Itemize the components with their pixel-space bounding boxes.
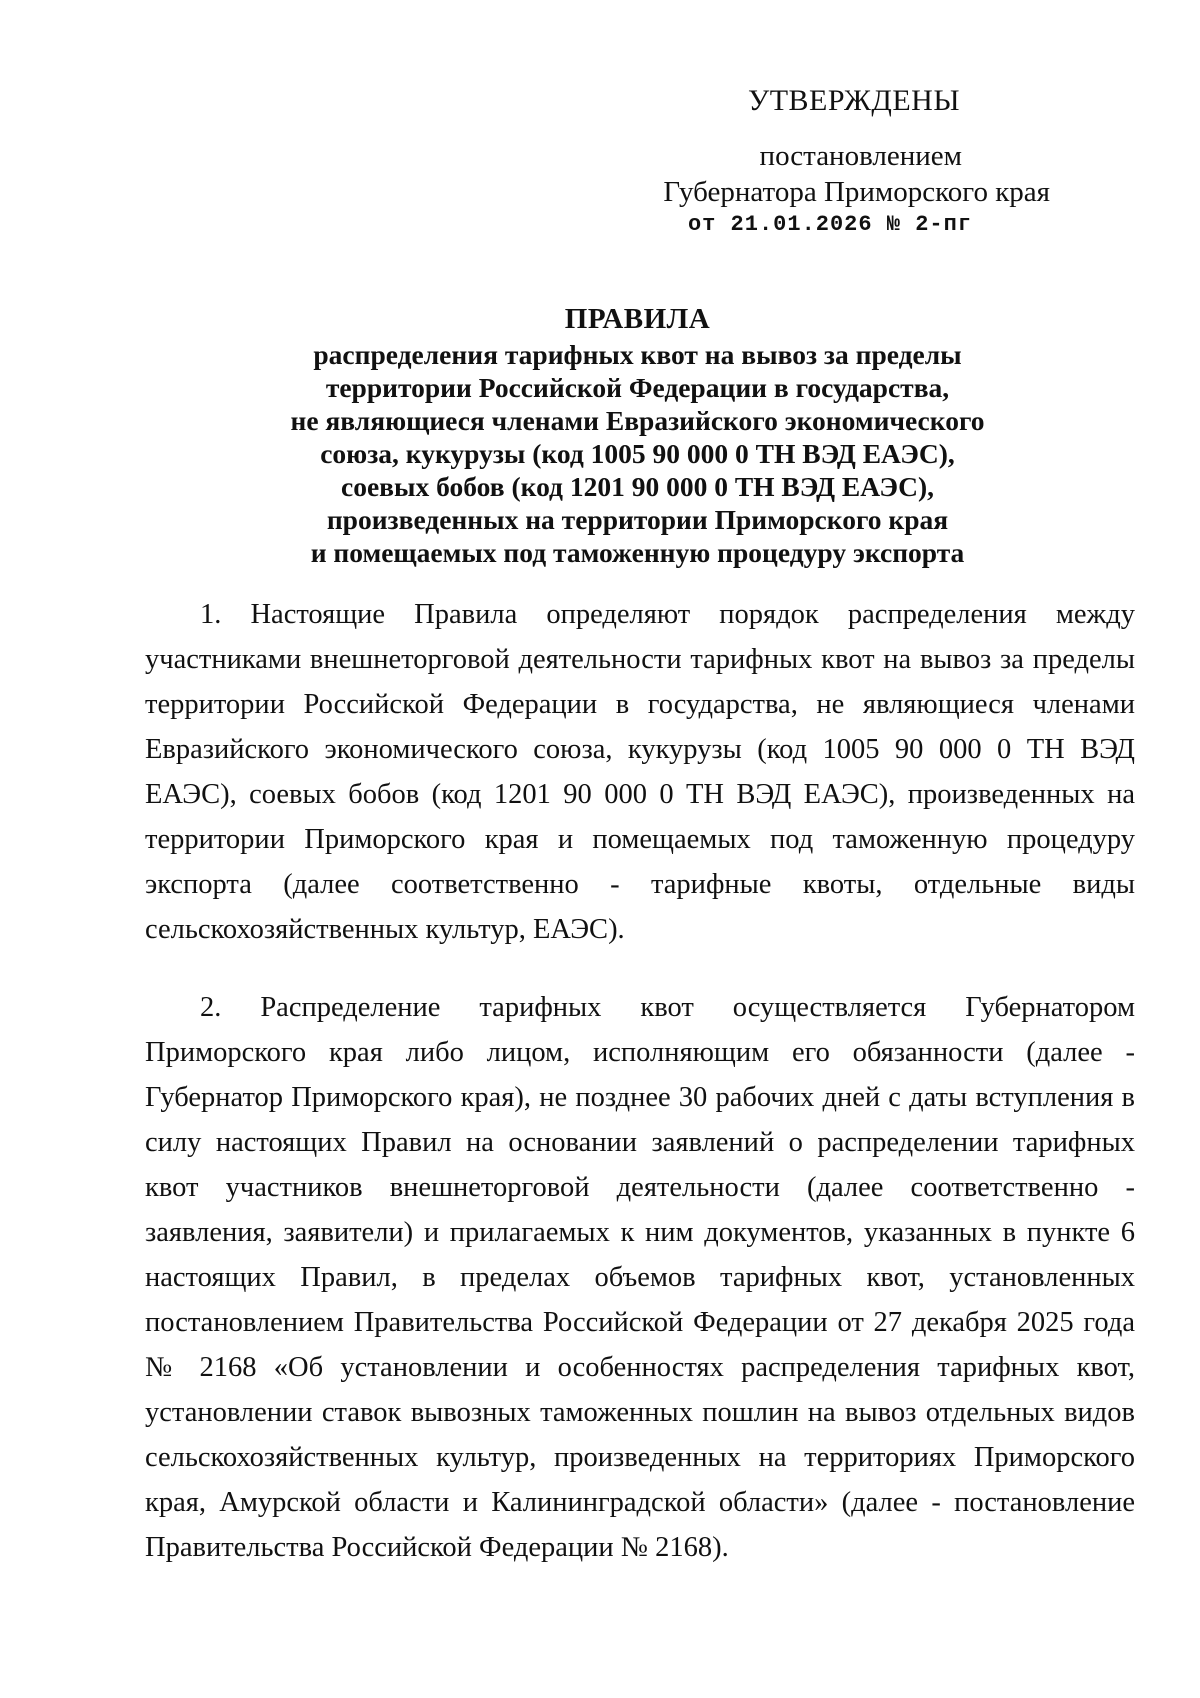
document-subtitle-line: произведенных на территории Приморского края xyxy=(326,504,949,535)
document-title: ПРАВИЛА xyxy=(564,303,711,335)
approval-line-date-number: от 21.01.2026 № 2-пг xyxy=(687,212,972,237)
document-subtitle-line: соевых бобов (код 1201 90 000 0 ТН ВЭД ЕАЭС), xyxy=(341,471,934,502)
document-subtitle-line: союза, кукурузы (код 1005 90 000 0 ТН ВЭД ЕАЭС), xyxy=(320,438,955,469)
document-heading xyxy=(0,300,1200,569)
paragraph-1: 1. Настоящие Правила определяют порядок распределения между участниками внешнеторговой деятельности тарифных квот на вывоз за пределы территории Российской Федерации в государства, не являющиеся членами Евразийского экономического союза, кукурузы (код 1005 90 000 0 ТН ВЭД ЕАЭС), соевых бобов (код 1201 90 000 0 ТН ВЭД ЕАЭС), произведенных на территории Приморского края и помещаемых под таможенную процедуру экспорта (далее соответственно - тарифные квоты, отдельные виды сельскохозяйственных культур, ЕАЭС). xyxy=(145,599,1135,945)
document-subtitle-line: распределения тарифных квот на вывоз за пределы xyxy=(313,339,962,370)
paragraph-2: 2. Распределение тарифных квот осуществляется Губернатором Приморского края либо лицом, исполняющим его обязанности (далее - Губернатор Приморского края), не позднее 30 рабочих дней с даты вступления в силу настоящих Правил на основании заявлений о распределении тарифных квот участников внешнеторговой деятельности (далее соответственно - заявления, заявители) и прилагаемых к ним документов, указанных в пункте 6 настоящих Правил, в пределах объемов тарифных квот, установленных постановлением Правительства Российской Федерации от 27 декабря 2025 года № 2168 «Об установлении и особенностях распределения тарифных квот, установлении ставок вывозных таможенных пошлин на вывоз отдельных видов сельскохозяйственных культур, произведенных на территориях Приморского края, Амурской области и Калининградской области» (далее - постановление Правительства Российской Федерации № 2168). xyxy=(145,992,1135,1563)
approval-title: УТВЕРЖДЕНЫ xyxy=(747,84,960,117)
approval-line-governor: Губернатора Приморского края xyxy=(663,176,1050,208)
document-subtitle-line: территории Российской Федерации в государства, xyxy=(325,372,950,403)
approval-line-resolution: постановлением xyxy=(759,140,962,172)
document-subtitle-line: не являющиеся членами Евразийского экономического xyxy=(290,405,985,436)
document-subtitle-line: и помещаемых под таможенную процедуру экспорта xyxy=(310,537,965,568)
